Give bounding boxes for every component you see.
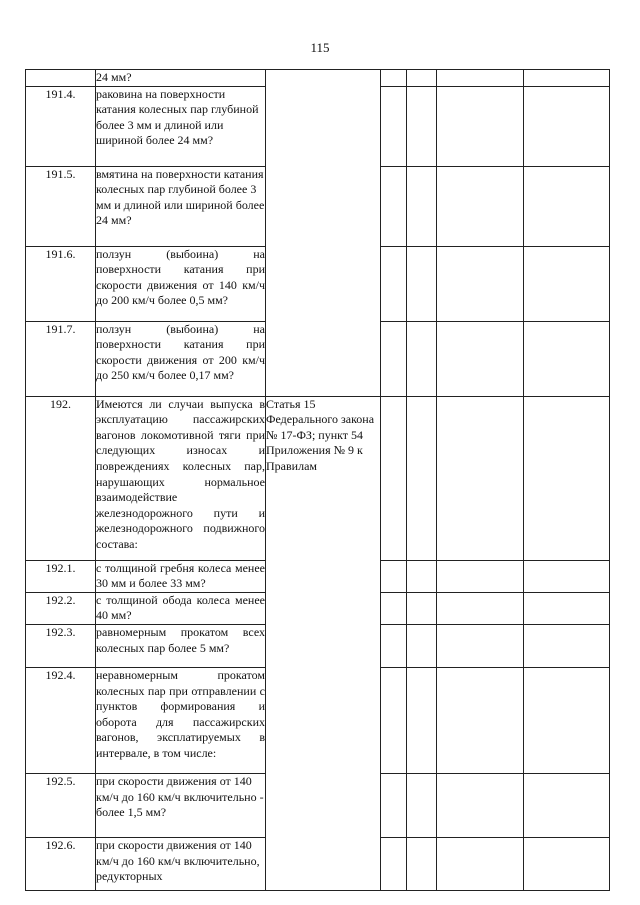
answer-no-cell bbox=[407, 773, 437, 837]
answer-na-cell bbox=[437, 667, 524, 773]
answer-no-cell bbox=[407, 70, 437, 87]
question-text: 24 мм? bbox=[96, 70, 266, 87]
notes-cell bbox=[524, 166, 610, 246]
question-text: вмятина на поверхности катания колесных пар глубиной более 3 мм и длиной или шириной более 24 мм? bbox=[96, 166, 266, 246]
answer-na-cell bbox=[437, 396, 524, 560]
notes-cell bbox=[524, 773, 610, 837]
checklist-table bbox=[25, 69, 610, 891]
answer-no-cell bbox=[407, 86, 437, 166]
answer-na-cell bbox=[437, 70, 524, 87]
row-number: 191.6. bbox=[26, 246, 96, 321]
question-text: ползун (выбоина) на поверхности катания при скорости движения от 140 км/ч до 200 км/ч более 0,5 мм? bbox=[96, 246, 266, 321]
answer-yes-cell bbox=[381, 321, 407, 396]
notes-cell bbox=[524, 667, 610, 773]
notes-cell bbox=[524, 70, 610, 87]
answer-yes-cell bbox=[381, 70, 407, 87]
answer-na-cell bbox=[437, 166, 524, 246]
answer-na-cell bbox=[437, 624, 524, 667]
answer-no-cell bbox=[407, 560, 437, 592]
answer-na-cell bbox=[437, 86, 524, 166]
question-text: раковина на поверхности катания колесных пар глубиной более 3 мм и длиной или шириной более 24 мм? bbox=[96, 86, 266, 166]
row-number: 191.4. bbox=[26, 86, 96, 166]
table-row bbox=[26, 396, 610, 560]
answer-yes-cell bbox=[381, 246, 407, 321]
row-number: 192. bbox=[26, 396, 96, 560]
answer-yes-cell bbox=[381, 166, 407, 246]
row-number: 191.5. bbox=[26, 166, 96, 246]
question-text: с толщиной обода колеса менее 40 мм? bbox=[96, 592, 266, 624]
answer-yes-cell bbox=[381, 396, 407, 560]
answer-no-cell bbox=[407, 624, 437, 667]
page-number: 115 bbox=[310, 40, 330, 55]
notes-cell bbox=[524, 246, 610, 321]
row-number: 192.2. bbox=[26, 592, 96, 624]
answer-yes-cell bbox=[381, 667, 407, 773]
answer-no-cell bbox=[407, 592, 437, 624]
row-number: 192.5. bbox=[26, 773, 96, 837]
answer-yes-cell bbox=[381, 837, 407, 890]
answer-na-cell bbox=[437, 773, 524, 837]
notes-cell bbox=[524, 592, 610, 624]
question-text: при скорости движения от 140 км/ч до 160 км/ч включительно, редукторных bbox=[96, 837, 266, 890]
notes-cell bbox=[524, 86, 610, 166]
answer-na-cell bbox=[437, 560, 524, 592]
question-text: с толщиной гребня колеса менее 30 мм и более 33 мм? bbox=[96, 560, 266, 592]
notes-cell bbox=[524, 396, 610, 560]
notes-cell bbox=[524, 837, 610, 890]
answer-no-cell bbox=[407, 321, 437, 396]
notes-cell bbox=[524, 560, 610, 592]
answer-no-cell bbox=[407, 396, 437, 560]
answer-yes-cell bbox=[381, 560, 407, 592]
answer-yes-cell bbox=[381, 773, 407, 837]
answer-na-cell bbox=[437, 246, 524, 321]
answer-na-cell bbox=[437, 592, 524, 624]
row-number bbox=[26, 70, 96, 87]
question-text: ползун (выбоина) на поверхности катания при скорости движения от 200 км/ч до 250 км/ч более 0,17 мм? bbox=[96, 321, 266, 396]
reference-cell-blank bbox=[266, 70, 381, 397]
question-text: равномерным прокатом всех колесных пар более 5 мм? bbox=[96, 624, 266, 667]
question-text: неравномерным прокатом колесных пар при отправлении с пунктов формирования и оборота для пассажирских вагонов, эксплатируемых в интервале, в том числе: bbox=[96, 667, 266, 773]
answer-no-cell bbox=[407, 837, 437, 890]
legal-reference: Статья 15 Федерального закона № 17-ФЗ; пункт 54 Приложения № 9 к Правилам bbox=[266, 396, 381, 890]
answer-no-cell bbox=[407, 246, 437, 321]
answer-no-cell bbox=[407, 166, 437, 246]
row-number: 192.1. bbox=[26, 560, 96, 592]
answer-na-cell bbox=[437, 321, 524, 396]
answer-yes-cell bbox=[381, 624, 407, 667]
row-number: 191.7. bbox=[26, 321, 96, 396]
answer-no-cell bbox=[407, 667, 437, 773]
answer-yes-cell bbox=[381, 592, 407, 624]
table-row bbox=[26, 70, 610, 87]
answer-yes-cell bbox=[381, 86, 407, 166]
notes-cell bbox=[524, 624, 610, 667]
row-number: 192.6. bbox=[26, 837, 96, 890]
row-number: 192.4. bbox=[26, 667, 96, 773]
question-text: при скорости движения от 140 км/ч до 160 км/ч включительно - более 1,5 мм? bbox=[96, 773, 266, 837]
notes-cell bbox=[524, 321, 610, 396]
question-text: Имеются ли случаи выпуска в эксплуатацию пассажирских вагонов локомотивной тяги при следующих износах и повреждениях колесных пар, нарушающих нормальное взаимодействие железнодорожного пути и железнодорожного подвижного состава: bbox=[96, 396, 266, 560]
row-number: 192.3. bbox=[26, 624, 96, 667]
answer-na-cell bbox=[437, 837, 524, 890]
